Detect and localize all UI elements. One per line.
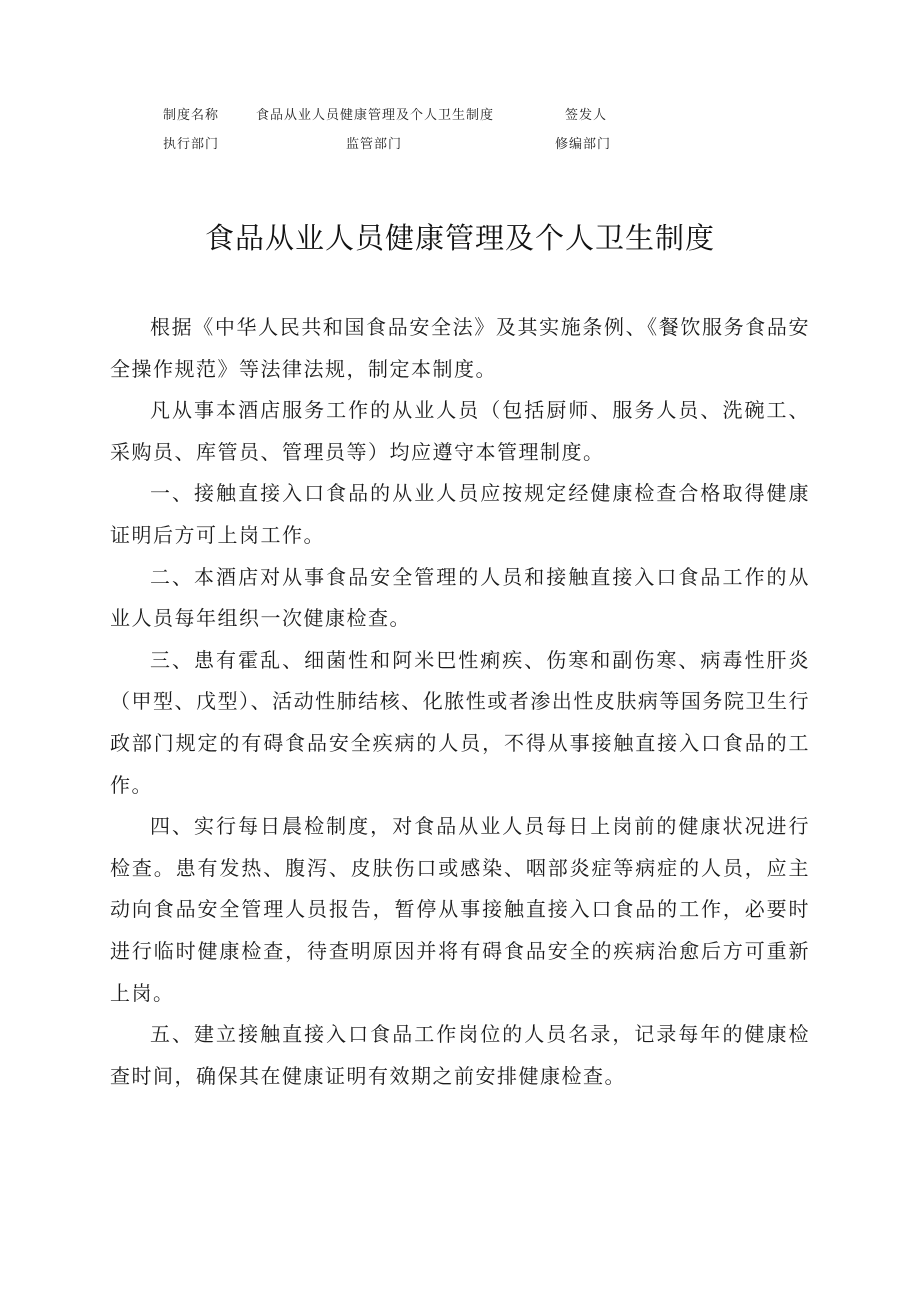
edit-dept-label: 修编部门	[555, 137, 612, 152]
signer-label: 签发人	[565, 108, 608, 123]
paragraph-item-1: 一、接触直接入口食品的从业人员应按规定经健康检查合格取得健康证明后方可上岗工作。	[110, 481, 810, 547]
policy-name-label: 制度名称	[163, 108, 220, 123]
policy-name-value: 食品从业人员健康管理及个人卫生制度	[256, 108, 495, 123]
document-title: 食品从业人员健康管理及个人卫生制度	[204, 221, 715, 255]
paragraph-item-5: 五、建立接触直接入口食品工作岗位的人员名录，记录每年的健康检查时间，确保其在健康证明有效期之前安排健康检查。	[110, 1022, 810, 1088]
paragraph-item-3: 三、患有霍乱、细菌性和阿米巴性痢疾、伤寒和副伤寒、病毒性肝炎（甲型、戊型）、活动性肺结核、化脓性或者渗出性皮肤病等国务院卫生行政部门规定的有碍食品安全疾病的人员，不得从事接触直接入口食品的工作。	[110, 647, 810, 797]
paragraph-scope: 凡从事本酒店服务工作的从业人员（包括厨师、服务人员、洗碗工、采购员、库管员、管理员等）均应遵守本管理制度。	[110, 398, 810, 464]
paragraph-item-2: 二、本酒店对从事食品安全管理的人员和接触直接入口食品工作的从业人员每年组织一次健康检查。	[110, 564, 810, 631]
paragraph-item-4: 四、实行每日晨检制度，对食品从业人员每日上岗前的健康状况进行检查。患有发热、腹泻、皮肤伤口或感染、咽部炎症等病症的人员，应主动向食品安全管理人员报告，暂停从事接触直接入口食品的工作，必要时进行临时健康检查，待查明原因并将有碍食品安全的疾病治愈后方可重新上岗。	[110, 814, 810, 1005]
exec-dept-label: 执行部门	[163, 137, 220, 152]
supervise-dept-label: 监管部门	[346, 137, 403, 152]
document-body	[110, 307, 810, 1097]
paragraph-intro: 根据《中华人民共和国食品安全法》及其实施条例、《餐饮服务食品安全操作规范》等法律法规，制定本制度。	[110, 315, 810, 381]
